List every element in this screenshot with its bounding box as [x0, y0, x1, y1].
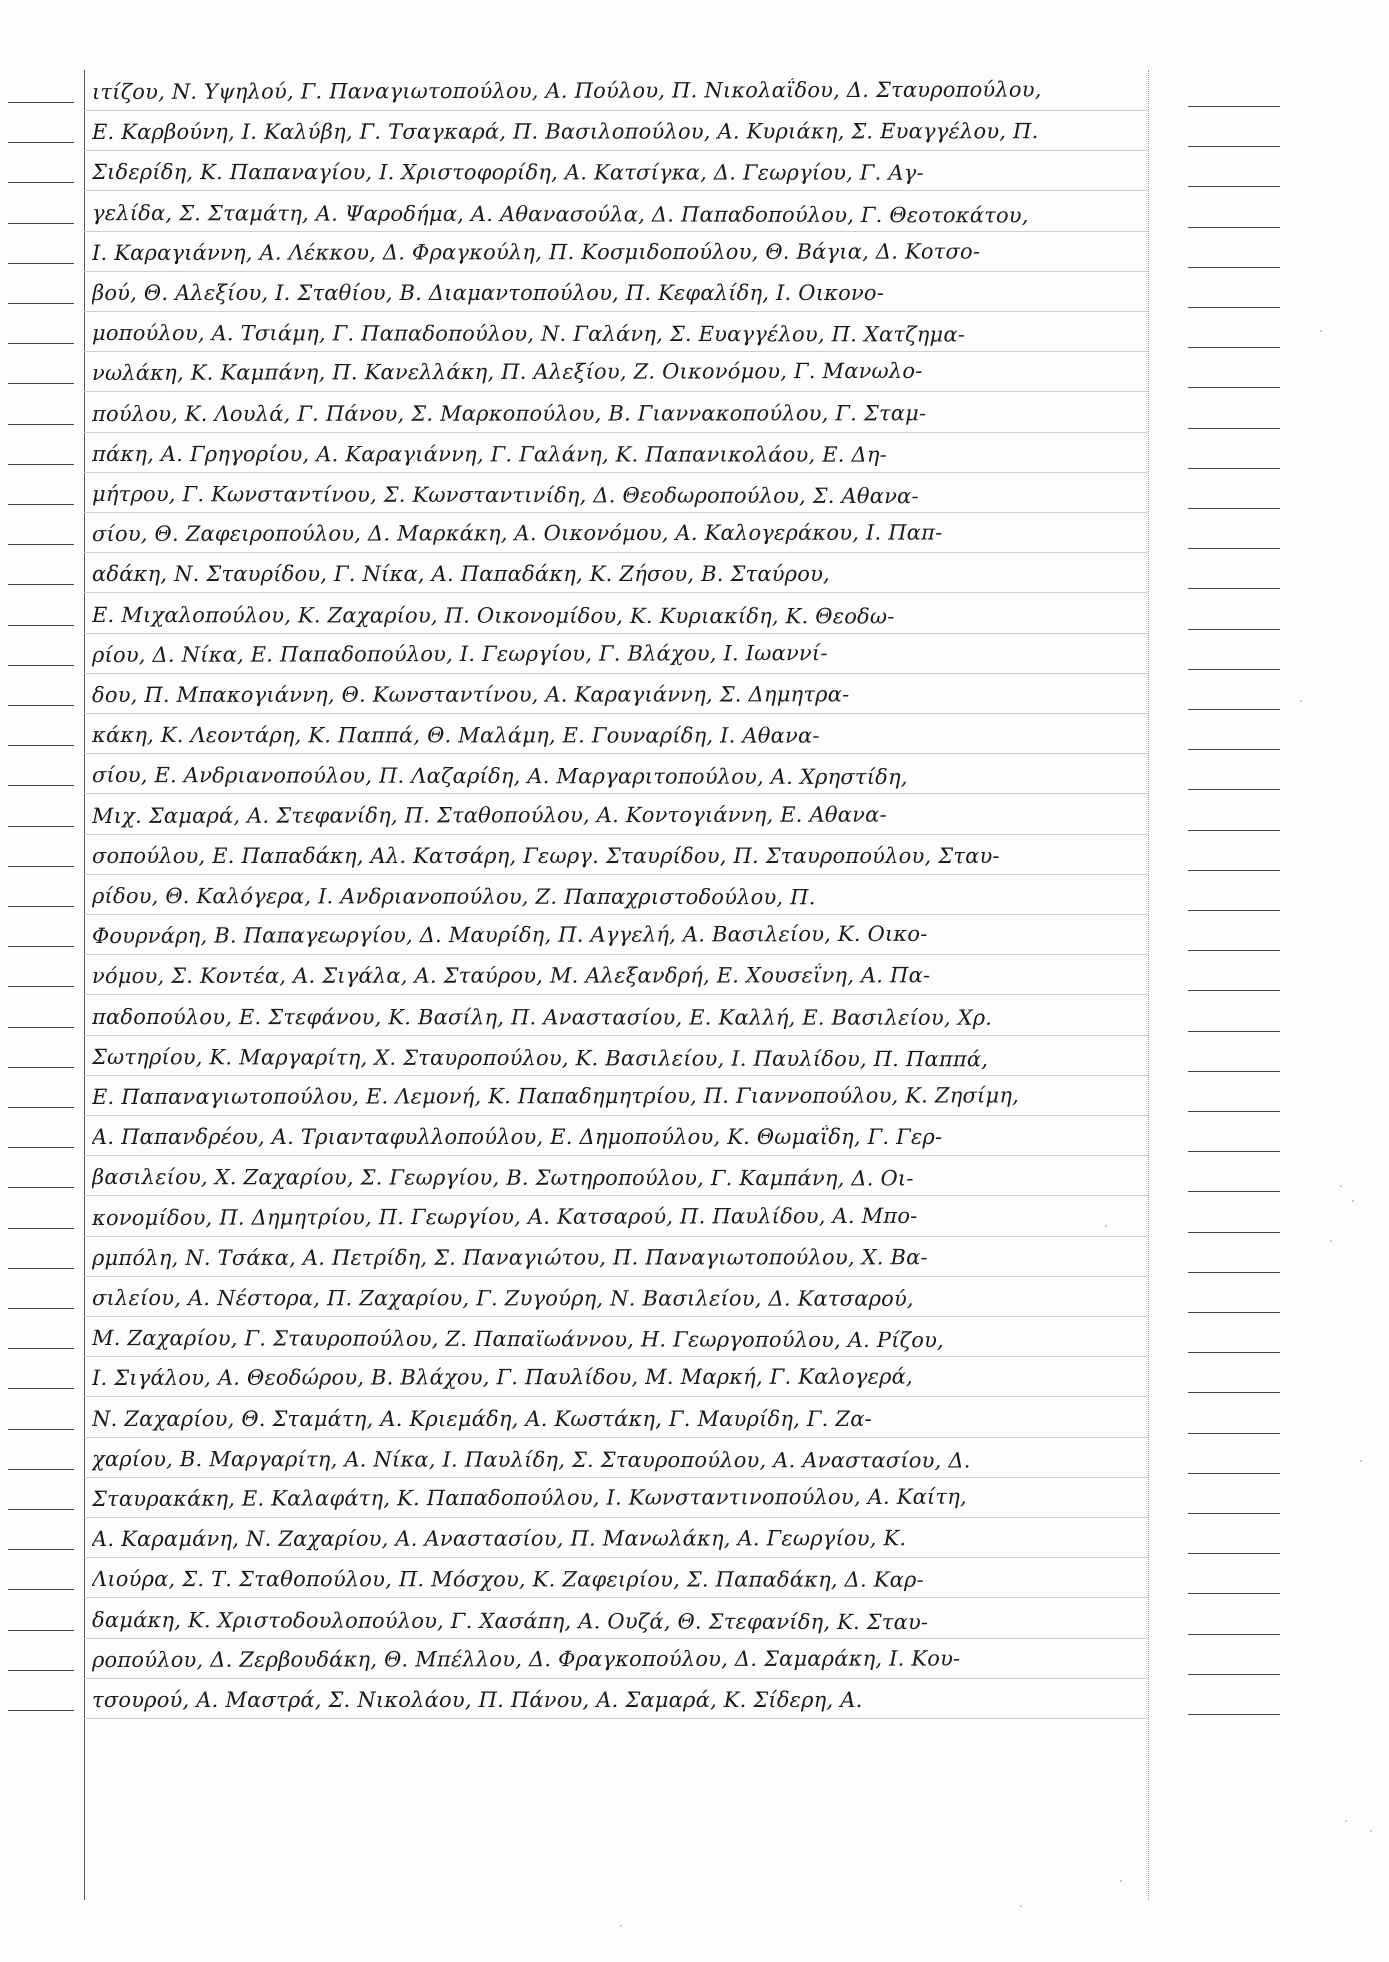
right-tally-line: [1188, 1392, 1280, 1393]
right-tally-line: [1188, 1634, 1280, 1635]
left-tally-tick: [8, 1710, 74, 1711]
left-tally-tick: [8, 705, 74, 706]
left-tally-tick: [8, 1107, 74, 1108]
manuscript-line: κάκη, Κ. Λεοντάρη, Κ. Παππά, Θ. Μαλάμη, Ε. Γουναρίδη, Ι. Αθανα-: [91, 723, 820, 748]
left-tally-tick: [8, 1228, 74, 1229]
manuscript-line: Σταυρακάκη, Ε. Καλαφάτη, Κ. Παπαδοπούλου, Ι. Κωνσταντινοπούλου, Α. Καίτη,: [91, 1484, 967, 1511]
right-tally-line: [1188, 1352, 1280, 1353]
left-tally-tick: [8, 1630, 74, 1631]
manuscript-line: νωλάκη, Κ. Καμπάνη, Π. Κανελλάκη, Π. Αλεξίου, Ζ. Οικονόμου, Γ. Μανωλο-: [91, 359, 923, 386]
scan-speck: [1120, 1880, 1122, 1882]
right-tally-line: [1188, 347, 1280, 348]
right-tally-line: [1188, 629, 1280, 630]
left-tally-tick: [8, 303, 74, 304]
left-tally-tick: [8, 142, 74, 143]
right-tally-line: [1188, 950, 1280, 951]
left-tally-tick: [8, 102, 74, 103]
right-tally-line: [1188, 1071, 1280, 1072]
left-tally-tick: [8, 263, 74, 264]
manuscript-line: σοπούλου, Ε. Παπαδάκη, Αλ. Κατσάρη, Γεωργ. Σταυρίδου, Π. Σταυροπούλου, Σταυ-: [92, 843, 1000, 868]
right-tally-line: [1188, 1473, 1280, 1474]
manuscript-line: ρμπόλη, Ν. Τσάκα, Α. Πετρίδη, Σ. Παναγιώτου, Π. Παναγιωτοπούλου, Χ. Βα-: [91, 1245, 928, 1270]
manuscript-line: Ε. Παπαναγιωτοπούλου, Ε. Λεμονή, Κ. Παπαδημητρίου, Π. Γιαννοπούλου, Κ. Ζησίμη,: [91, 1083, 1019, 1109]
left-tally-tick: [8, 343, 74, 344]
manuscript-line: πούλου, Κ. Λουλά, Γ. Πάνου, Σ. Μαρκοπούλου, Β. Γιαννακοπούλου, Γ. Σταμ-: [91, 400, 927, 426]
right-tally-line: [1188, 749, 1280, 750]
manuscript-line: Μιχ. Σαμαρά, Α. Στεφανίδη, Π. Σταθοπούλου, Α. Κοντογιάννη, Ε. Αθανα-: [91, 802, 887, 828]
right-tally-line: [1188, 870, 1280, 871]
left-tally-tick: [8, 1670, 74, 1671]
manuscript-line: σίου, Ε. Ανδριανοπούλου, Π. Λαζαρίδη, Α. Μαργαριτοπούλου, Α. Χρηστίδη,: [91, 763, 908, 790]
scan-speck: [1340, 1185, 1342, 1187]
manuscript-line: Σωτηρίου, Κ. Μαργαρίτη, Χ. Σταυροπούλου, Κ. Βασιλείου, Ι. Παυλίδου, Π. Παππά,: [91, 1044, 989, 1072]
manuscript-line: σιλείου, Α. Νέστορα, Π. Ζαχαρίου, Γ. Ζυγούρη, Ν. Βασιλείου, Δ. Κατσαρού,: [91, 1286, 914, 1311]
left-tally-tick: [8, 1469, 74, 1470]
left-tally-tick: [8, 544, 74, 545]
manuscript-line: τσουρού, Α. Μαστρά, Σ. Νικολάου, Π. Πάνου, Α. Σαμαρά, Κ. Σίδερη, Α.: [92, 1688, 863, 1712]
left-tally-tick: [8, 383, 74, 384]
right-tally-line: [1188, 990, 1280, 991]
left-tally-tick: [8, 1027, 74, 1028]
right-tally-line: [1188, 1674, 1280, 1675]
manuscript-line: δου, Π. Μπακογιάννη, Θ. Κωνσταντίνου, Α. Καραγιάννη, Σ. Δημητρα-: [91, 682, 850, 707]
manuscript-line: αδάκη, Ν. Σταυρίδου, Γ. Νίκα, Α. Παπαδάκη, Κ. Ζήσου, Β. Σταύρου,: [92, 562, 830, 587]
left-tally-tick: [8, 826, 74, 827]
right-tally-line: [1188, 1513, 1280, 1514]
left-tally-tick: [8, 1348, 74, 1349]
manuscript-line: ρίου, Δ. Νίκα, Ε. Παπαδοπούλου, Ι. Γεωργίου, Γ. Βλάχου, Ι. Ιωαννί-: [91, 640, 828, 667]
left-tally-tick: [8, 1067, 74, 1068]
right-tally-line: [1188, 468, 1280, 469]
left-tally-tick: [8, 866, 74, 867]
left-tally-tick: [8, 504, 74, 505]
right-tally-line: [1188, 830, 1280, 831]
right-tally-line: [1188, 1312, 1280, 1313]
manuscript-line: ιτίζου, Ν. Υψηλού, Γ. Παναγιωτοπούλου, Α. Πούλου, Π. Νικολαΐδου, Δ. Σταυροπούλου,: [91, 77, 1042, 104]
scan-speck: [1330, 1240, 1332, 1242]
left-tally-tick: [8, 1388, 74, 1389]
right-tally-line: [1188, 1272, 1280, 1273]
left-tally-tick: [8, 1308, 74, 1309]
right-tally-line: [1188, 227, 1280, 228]
scan-speck: [1370, 1830, 1372, 1832]
manuscript-line: Λιούρα, Σ. Τ. Σταθοπούλου, Π. Μόσχου, Κ. Ζαφειρίου, Σ. Παπαδάκη, Δ. Καρ-: [91, 1567, 924, 1593]
left-tally-tick: [8, 1549, 74, 1550]
scan-speck: [1352, 1200, 1354, 1202]
manuscript-line: μοπούλου, Α. Τσιάμη, Γ. Παπαδοπούλου, Ν. Γαλάνη, Σ. Ευαγγέλου, Π. Χατζημα-: [91, 321, 966, 347]
scan-speck: [1020, 1905, 1022, 1907]
left-tally-tick: [8, 1268, 74, 1269]
manuscript-line: δαμάκη, Κ. Χριστοδουλοπούλου, Γ. Χασάπη, Α. Ουζά, Θ. Στεφανίδη, Κ. Σταυ-: [91, 1607, 929, 1634]
left-tally-tick: [8, 785, 74, 786]
left-tally-tick: [8, 1429, 74, 1430]
manuscript-line: πάκη, Α. Γρηγορίου, Α. Καραγιάννη, Γ. Γαλάνη, Κ. Παπανικολάου, Ε. Δη-: [91, 441, 887, 467]
scan-speck: [1320, 330, 1322, 332]
manuscript-line: Α. Καραμάνη, Ν. Ζαχαρίου, Α. Αναστασίου, Π. Μανωλάκη, Α. Γεωργίου, Κ.: [91, 1526, 907, 1552]
manuscript-line: γελίδα, Σ. Σταμάτη, Α. Ψαροδήμα, Α. Αθανασούλα, Δ. Παπαδοπούλου, Γ. Θεοτοκάτου,: [91, 200, 1029, 228]
scan-speck: [620, 1925, 622, 1927]
manuscript-line: Ε. Μιχαλοπούλου, Κ. Ζαχαρίου, Π. Οικονομίδου, Κ. Κυριακίδη, Κ. Θεοδω-: [91, 602, 895, 628]
right-tally-line: [1188, 669, 1280, 670]
manuscript-line: χαρίου, Β. Μαργαρίτη, Α. Νίκα, Ι. Παυλίδη, Σ. Σταυροπούλου, Α. Αναστασίου, Δ.: [91, 1446, 971, 1473]
left-tally-tick: [8, 625, 74, 626]
left-tally-tick: [8, 745, 74, 746]
right-tally-line: [1188, 1111, 1280, 1112]
right-tally-line: [1188, 1232, 1280, 1233]
left-tally-tick: [8, 1187, 74, 1188]
right-tally-line: [1188, 186, 1280, 187]
right-tally-line: [1188, 709, 1280, 710]
manuscript-line: Ν. Ζαχαρίου, Θ. Σταμάτη, Α. Κριεμάδη, Α. Κωστάκη, Γ. Μαυρίδη, Γ. Ζα-: [92, 1406, 872, 1431]
left-tally-tick: [8, 1509, 74, 1510]
right-tally-line: [1188, 1433, 1280, 1434]
left-margin-rule: [84, 70, 85, 1900]
left-tally-tick: [8, 986, 74, 987]
left-tally-tick: [8, 946, 74, 947]
right-tally-line: [1188, 789, 1280, 790]
manuscript-line: Μ. Ζαχαρίου, Γ. Σταυροπούλου, Ζ. Παπαϊωάννου, Η. Γεωργοπούλου, Α. Ρίζου,: [91, 1326, 944, 1353]
scan-speck: [1360, 1460, 1362, 1462]
manuscript-line: μήτρου, Γ. Κωνσταντίνου, Σ. Κωνσταντινίδη, Δ. Θεοδωροπούλου, Σ. Αθανα-: [91, 482, 919, 509]
right-tally-line: [1188, 387, 1280, 388]
left-tally-tick: [8, 424, 74, 425]
manuscript-line: ροπούλου, Δ. Ζερβουδάκη, Θ. Μπέλλου, Δ. Φραγκοπούλου, Δ. Σαμαράκη, Ι. Κου-: [91, 1646, 961, 1672]
right-tally-line: [1188, 106, 1280, 107]
manuscript-line: Ι. Σιγάλου, Α. Θεοδώρου, Β. Βλάχου, Γ. Παυλίδου, Μ. Μαρκή, Γ. Καλογερά,: [91, 1364, 913, 1391]
manuscript-line: Σιδερίδη, Κ. Παπαναγίου, Ι. Χριστοφορίδη, Α. Κατσίγκα, Δ. Γεωργίου, Γ. Αγ-: [91, 160, 924, 186]
manuscript-line: παδοπούλου, Ε. Στεφάνου, Κ. Βασίλη, Π. Αναστασίου, Ε. Καλλή, Ε. Βασιλείου, Χρ.: [91, 1004, 993, 1030]
right-tally-line: [1188, 1031, 1280, 1032]
right-tally-line: [1188, 428, 1280, 429]
right-tally-line: [1188, 1714, 1280, 1715]
right-tally-line: [1188, 588, 1280, 589]
manuscript-line: Ε. Καρβούνη, Ι. Καλύβη, Γ. Τσαγκαρά, Π. Βασιλοπούλου, Α. Κυριάκη, Σ. Ευαγγέλου, Π.: [91, 119, 1039, 145]
manuscript-line: σίου, Θ. Ζαφειροπούλου, Δ. Μαρκάκη, Α. Οικονόμου, Α. Καλογεράκου, Ι. Παπ-: [91, 520, 943, 547]
manuscript-line: κονομίδου, Π. Δημητρίου, Π. Γεωργίου, Α. Κατσαρού, Π. Παυλίδου, Α. Μπο-: [91, 1203, 918, 1230]
left-tally-tick: [8, 584, 74, 585]
left-tally-tick: [8, 464, 74, 465]
left-tally-tick: [8, 182, 74, 183]
right-tally-line: [1188, 1151, 1280, 1152]
right-tally-line: [1188, 1593, 1280, 1594]
manuscript-line: Ι. Καραγιάννη, Α. Λέκκου, Δ. Φραγκούλη, Π. Κοσμιδοπούλου, Θ. Βάγια, Δ. Κοτσο-: [91, 239, 981, 265]
manuscript-line: βασιλείου, Χ. Ζαχαρίου, Σ. Γεωργίου, Β. Σωτηροπούλου, Γ. Καμπάνη, Δ. Οι-: [91, 1165, 914, 1191]
right-tally-line: [1188, 1191, 1280, 1192]
scan-speck: [1345, 1820, 1347, 1822]
right-tally-line: [1188, 508, 1280, 509]
left-tally-tick: [8, 1147, 74, 1148]
manuscript-line: βού, Θ. Αλεξίου, Ι. Σταθίου, Β. Διαμαντοπούλου, Π. Κεφαλίδη, Ι. Οικονο-: [92, 281, 885, 305]
scan-speck: [1300, 700, 1302, 702]
manuscript-line: νόμου, Σ. Κοντέα, Α. Σιγάλα, Α. Σταύρου, Μ. Αλεξανδρή, Ε. Χουσεΐνη, Α. Πα-: [91, 963, 931, 989]
left-tally-tick: [8, 1589, 74, 1590]
manuscript-line: ρίδου, Θ. Καλόγερα, Ι. Ανδριανοπούλου, Ζ. Παπαχριστοδούλου, Π.: [91, 884, 816, 910]
right-tally-line: [1188, 548, 1280, 549]
manuscript-line: Α. Παπανδρέου, Α. Τριανταφυλλοπούλου, Ε. Δημοπούλου, Κ. Θωμαΐδη, Γ. Γερ-: [92, 1125, 943, 1150]
scan-speck: [1105, 1225, 1107, 1227]
right-tally-line: [1188, 146, 1280, 147]
right-tally-line: [1188, 1553, 1280, 1554]
left-tally-tick: [8, 665, 74, 666]
right-margin-rule: [1148, 70, 1149, 1900]
right-tally-line: [1188, 307, 1280, 308]
left-tally-tick: [8, 223, 74, 224]
right-tally-line: [1188, 267, 1280, 268]
manuscript-line: Φουρνάρη, Β. Παπαγεωργίου, Δ. Μαυρίδη, Π. Αγγελή, Α. Βασιλείου, Κ. Οικο-: [91, 922, 928, 949]
left-tally-tick: [8, 906, 74, 907]
right-tally-line: [1188, 910, 1280, 911]
